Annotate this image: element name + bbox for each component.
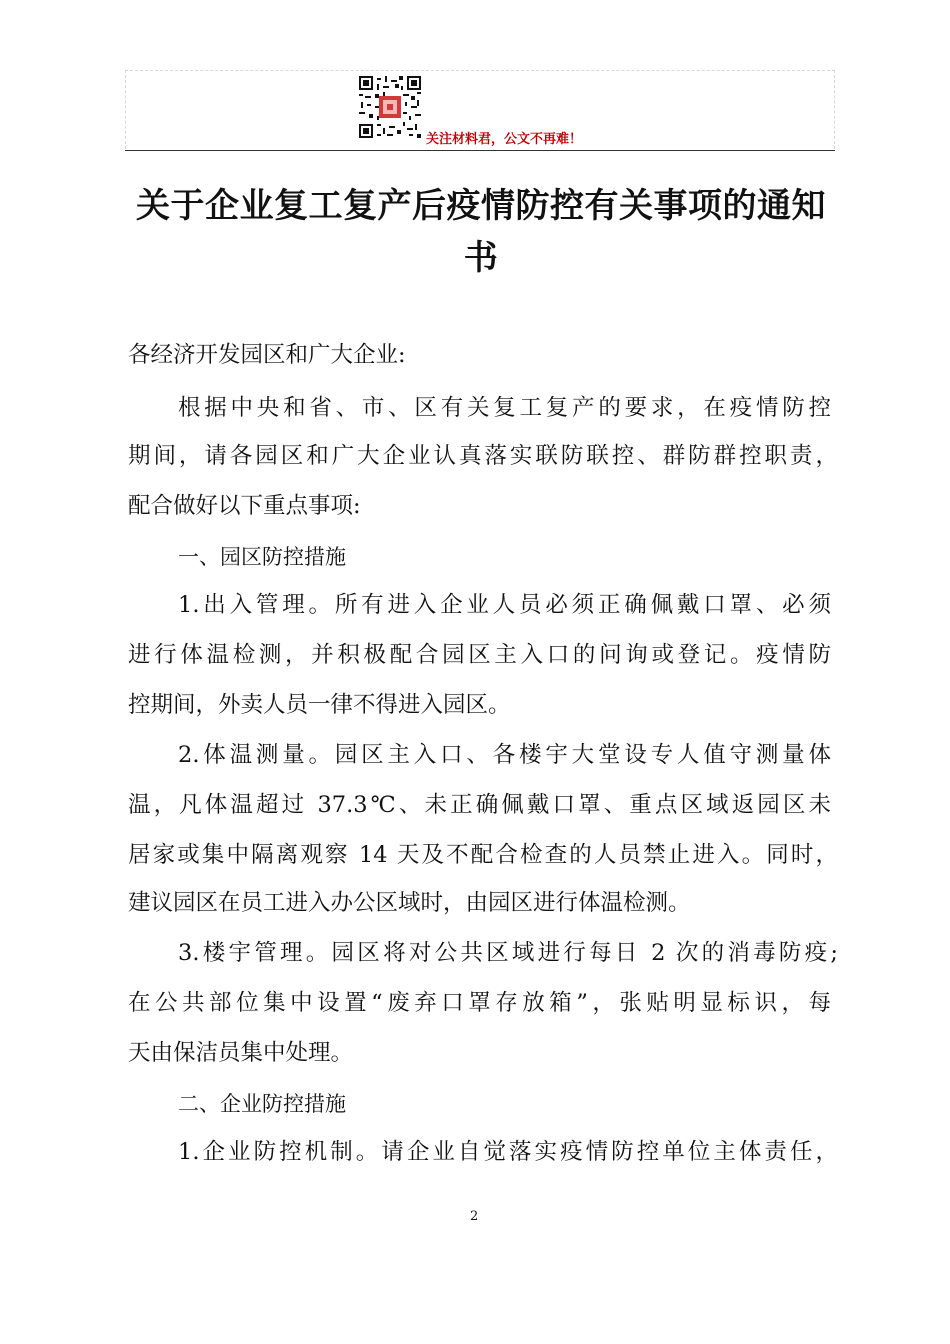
- header-slogan: 关注材料君，公文不再难！: [426, 132, 583, 147]
- paragraph-line: 控期间，外卖人员一律不得进入园区。: [128, 692, 511, 718]
- paragraph-line: 配合做好以下重点事项:: [128, 493, 361, 519]
- page-number: 2: [470, 1209, 479, 1224]
- paragraph-line: 根据中央和省、市、区有关复工复产的要求，在疫情防控: [178, 395, 831, 421]
- salutation: 各经济开发园区和广大企业:: [128, 342, 406, 368]
- paragraph-line: 在公共部位集中设置“废弃口罩存放箱”，张贴明显标识，每: [128, 990, 831, 1016]
- qr-code-icon: [359, 76, 421, 138]
- section-heading-2: 二、企业防控措施: [178, 1092, 346, 1116]
- paragraph-line: 建议园区在员工进入办公区域时，由园区进行体温检测。: [128, 890, 691, 916]
- paragraph-line: 进行体温检测，并积极配合园区主入口的问询或登记。疫情防: [128, 642, 831, 668]
- section-heading-1: 一、园区防控措施: [178, 545, 346, 569]
- paragraph-line: 1.企业防控机制。请企业自觉落实疫情防控单位主体责任，: [178, 1139, 838, 1165]
- paragraph-line: 期间，请各园区和广大企业认真落实联防联控、群防群控职责，: [128, 443, 838, 469]
- title-line-1: 关于企业复工复产后疫情防控有关事项的通知: [136, 186, 826, 226]
- paragraph-line: 3.楼宇管理。园区将对公共区域进行每日 2 次的消毒防疫;: [178, 940, 838, 966]
- title-line-2: 书: [463, 238, 499, 278]
- paragraph-line: 2.体温测量。园区主入口、各楼宇大堂设专人值守测量体: [178, 742, 831, 768]
- paragraph-line: 温，凡体温超过 37.3℃、未正确佩戴口罩、重点区域返园区未: [128, 792, 831, 818]
- paragraph-line: 1.出入管理。所有进入企业人员必须正确佩戴口罩、必须: [178, 592, 831, 618]
- document-title: [125, 180, 837, 284]
- header-rule: [125, 150, 835, 151]
- paragraph-line: 居家或集中隔离观察 14 天及不配合检查的人员禁止进入。同时，: [128, 842, 838, 868]
- paragraph-line: 天由保洁员集中处理。: [128, 1040, 354, 1066]
